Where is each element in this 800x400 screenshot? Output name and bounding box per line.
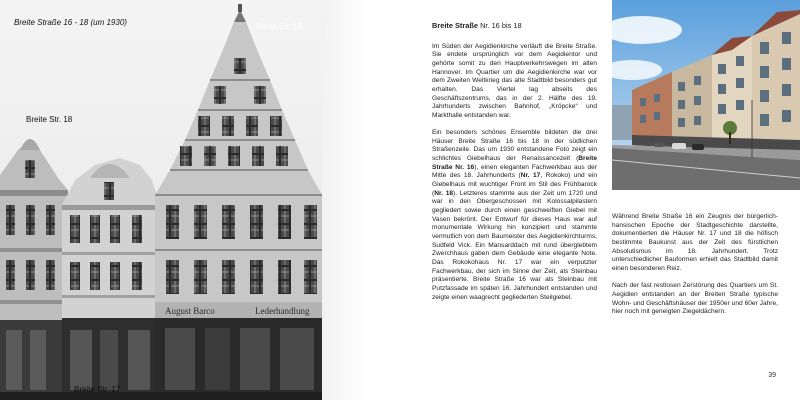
page-number: 39 (768, 372, 776, 379)
text-column-left (432, 22, 597, 311)
paragraph-2: Ein besonders schönes Ensemble bildeten die drei Häuser Breite Straße 16 bis 18 in der südlichen Straßenzeile. Das um 1930 entstandene Foto zeigt ein schlichtes Giebelhaus der Renaissancezeit (Breite Straße Nr. 16), einen eleganten Fachwerkbau aus der Mitte des 18. Jahrhunderts (Nr. 17, Rokoko) und ein Giebelhaus mit wuchtiger Front im Stil des Frühbarock (Nr. 18). Letzteres stammte aus der Zeit um 1720 und war in den Obergeschossen mit Kolossalpilastern gegliedert sowie durch einen geschweiften Giebel mit Vasen bekrönt. Der Entwurf für dieses Haus war auf monumentale Wirkung hin konzipiert und stammte vermutlich von dem Baumeister des Aegidienkirchturms, Sudfeld Vick. Ein Mansarddach mit rund überglebtem Zwerchhaus gaben dem Gebäude eine elegante Note. Das Rokokohaus Nr. 17 war ein verputzter Fachwerkbau, der sich im Sinne der Zeit, als Steinbau präsentierte. Breite Straße 16 war als Steinbau mit Putzfassade im späten 16. Jahrhundert entstanden und zeigte einen waagrecht gegliederten Steilgiebel. (432, 129, 597, 301)
caption-house-18: Breite Str. 18 (26, 115, 73, 124)
house-17 (62, 158, 160, 400)
caption-photo-title: Breite Straße 16 - 18 (um 1930) (14, 18, 127, 27)
paragraph-3: Während Breite Straße 16 ein Zeugnis der bürgerlich-hansischen Epoche der Stadtgeschichte darstellte, dokumentierten die Häuser Nr. 17 und 18 die höfisch bestimmte Baukunst aus der Zeit des fürstlichen Absolutismus im 18. Jahrhundert. Trotz unterschiedlicher Bauformen erhielt das Stadtbild damit einen besonderen Reiz. (612, 213, 778, 272)
shop-sign-left: August Barco (165, 306, 215, 316)
caption-house-16: Breite Str. 16 (256, 22, 303, 31)
paragraph-4: Nach der fast restlosen Zerstörung des Quartiers um St. Aegidien entstanden an der Breiten Straße typische Wohn- und Geschäftshäuser der 1950er und 60er Jahre, hier noch mit geneigten Ziegeldächern. (612, 282, 778, 316)
page-gutter (322, 0, 400, 400)
left-page (0, 0, 322, 400)
modern-street-photo (612, 0, 800, 190)
paragraph-1: Im Süden der Aegidienkirche verläuft die Breite Straße. Sie endete ursprünglich vor dem Aegidientor und gehörte somit zu den Hauptverkehrswegen im alten Hannover. Im Quartier um die Aegidienkirche war vor dem Zweiten Weltkrieg das alte Stadtbild besonders gut erhalten. Das Viertel lag abseits des Geschäftszentrums, das in der 2. Hälfte des 19. Jahrhunderts zwischen Bahnhof, „Kröpcke“ und Markthalle entstanden war. (432, 42, 597, 119)
shop-sign-right: Lederhandlung (255, 306, 310, 316)
right-page (400, 0, 800, 400)
caption-house-17: Breite Str. 17 (74, 385, 121, 394)
section-heading: Breite Straße Nr. 16 bis 18 (432, 21, 522, 30)
text-column-right (612, 213, 778, 325)
house-18 (0, 139, 68, 400)
historic-street-photo (0, 0, 322, 400)
